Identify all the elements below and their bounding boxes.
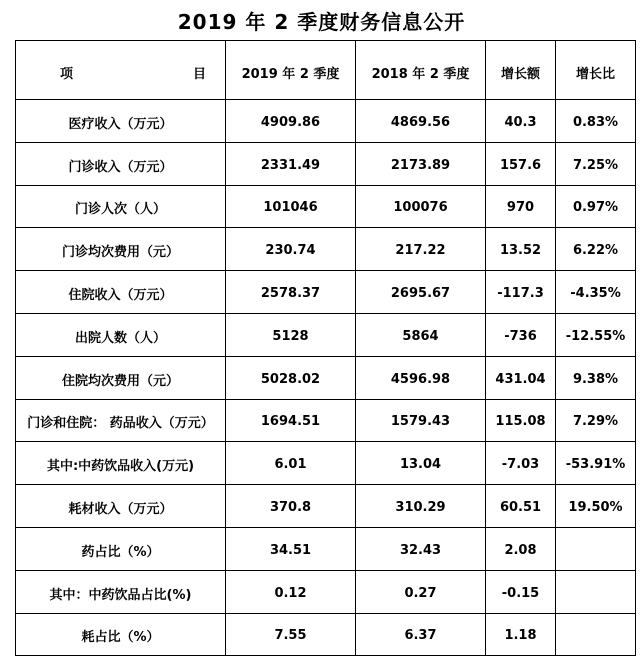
value-2018: 100076 (356, 185, 486, 228)
value-2019: 230.74 (226, 228, 356, 271)
growth-value: 431.04 (486, 356, 556, 399)
growth-value: 157.6 (486, 142, 556, 185)
row-label: 门诊均次费用（元） (16, 228, 226, 271)
growth-value: 1.18 (486, 613, 556, 656)
growth-value: 2.08 (486, 527, 556, 570)
header-2018: 2018 年 2 季度 (356, 41, 486, 100)
header-ratio: 增长比 (556, 41, 636, 100)
header-item-char-1: 项 (60, 66, 74, 82)
row-label: 住院均次费用（元） (16, 356, 226, 399)
row-label: 耗材收入（万元） (16, 485, 226, 528)
header-item-char-2: 目 (193, 66, 207, 82)
growth-ratio: 7.29% (556, 399, 636, 442)
table-row (16, 142, 636, 185)
table-row (16, 356, 636, 399)
growth-ratio: 7.25% (556, 142, 636, 185)
row-label: 门诊人次（人） (16, 185, 226, 228)
growth-value: 115.08 (486, 399, 556, 442)
growth-value: -117.3 (486, 271, 556, 314)
growth-ratio: 9.38% (556, 356, 636, 399)
value-2018: 310.29 (356, 485, 486, 528)
value-2019: 34.51 (226, 527, 356, 570)
row-label: 出院人数（人） (16, 313, 226, 356)
value-2018: 4596.98 (356, 356, 486, 399)
row-label: 住院收入（万元） (16, 271, 226, 314)
value-2018: 2695.67 (356, 271, 486, 314)
value-2019: 5028.02 (226, 356, 356, 399)
value-2018: 32.43 (356, 527, 486, 570)
value-2018: 1579.43 (356, 399, 486, 442)
row-label: 其中:中药饮品收入(万元) (16, 442, 226, 485)
value-2019: 4909.86 (226, 100, 356, 143)
value-2018: 217.22 (356, 228, 486, 271)
growth-ratio: 0.97% (556, 185, 636, 228)
table-row (16, 527, 636, 570)
row-label: 耗占比（%） (16, 613, 226, 656)
value-2019: 0.12 (226, 570, 356, 613)
value-2019: 7.55 (226, 613, 356, 656)
growth-ratio (556, 527, 636, 570)
header-growth: 增长额 (486, 41, 556, 100)
growth-value: -0.15 (486, 570, 556, 613)
table-row (16, 485, 636, 528)
value-2018: 2173.89 (356, 142, 486, 185)
row-label: 门诊和住院： 药品收入（万元） (16, 399, 226, 442)
table-row (16, 100, 636, 143)
value-2019: 5128 (226, 313, 356, 356)
table-row (16, 613, 636, 656)
growth-ratio (556, 613, 636, 656)
growth-ratio: -53.91% (556, 442, 636, 485)
table-row (16, 313, 636, 356)
value-2018: 4869.56 (356, 100, 486, 143)
row-label: 其中：中药饮品占比(%) (16, 570, 226, 613)
value-2019: 2578.37 (226, 271, 356, 314)
value-2018: 13.04 (356, 442, 486, 485)
value-2018: 6.37 (356, 613, 486, 656)
value-2019: 101046 (226, 185, 356, 228)
growth-ratio: 0.83% (556, 100, 636, 143)
growth-value: 970 (486, 185, 556, 228)
table-row (16, 442, 636, 485)
table-row (16, 185, 636, 228)
value-2019: 2331.49 (226, 142, 356, 185)
table-row (16, 570, 636, 613)
value-2019: 370.8 (226, 485, 356, 528)
growth-ratio: 19.50% (556, 485, 636, 528)
growth-value: 13.52 (486, 228, 556, 271)
row-label: 医疗收入（万元） (16, 100, 226, 143)
table-row (16, 271, 636, 314)
growth-ratio: 6.22% (556, 228, 636, 271)
growth-value: 60.51 (486, 485, 556, 528)
finance-table (15, 40, 636, 656)
growth-ratio (556, 570, 636, 613)
header-2019: 2019 年 2 季度 (226, 41, 356, 100)
value-2019: 1694.51 (226, 399, 356, 442)
table-row (16, 228, 636, 271)
value-2018: 0.27 (356, 570, 486, 613)
value-2018: 5864 (356, 313, 486, 356)
growth-value: 40.3 (486, 100, 556, 143)
growth-value: -736 (486, 313, 556, 356)
value-2019: 6.01 (226, 442, 356, 485)
growth-ratio: -12.55% (556, 313, 636, 356)
page-title: 2019 年 2 季度财务信息公开 (177, 10, 466, 34)
growth-value: -7.03 (486, 442, 556, 485)
row-label: 药占比（%） (16, 527, 226, 570)
header-item (16, 41, 226, 100)
growth-ratio: -4.35% (556, 271, 636, 314)
table-row (16, 399, 636, 442)
row-label: 门诊收入（万元） (16, 142, 226, 185)
table-header-row (16, 41, 636, 100)
